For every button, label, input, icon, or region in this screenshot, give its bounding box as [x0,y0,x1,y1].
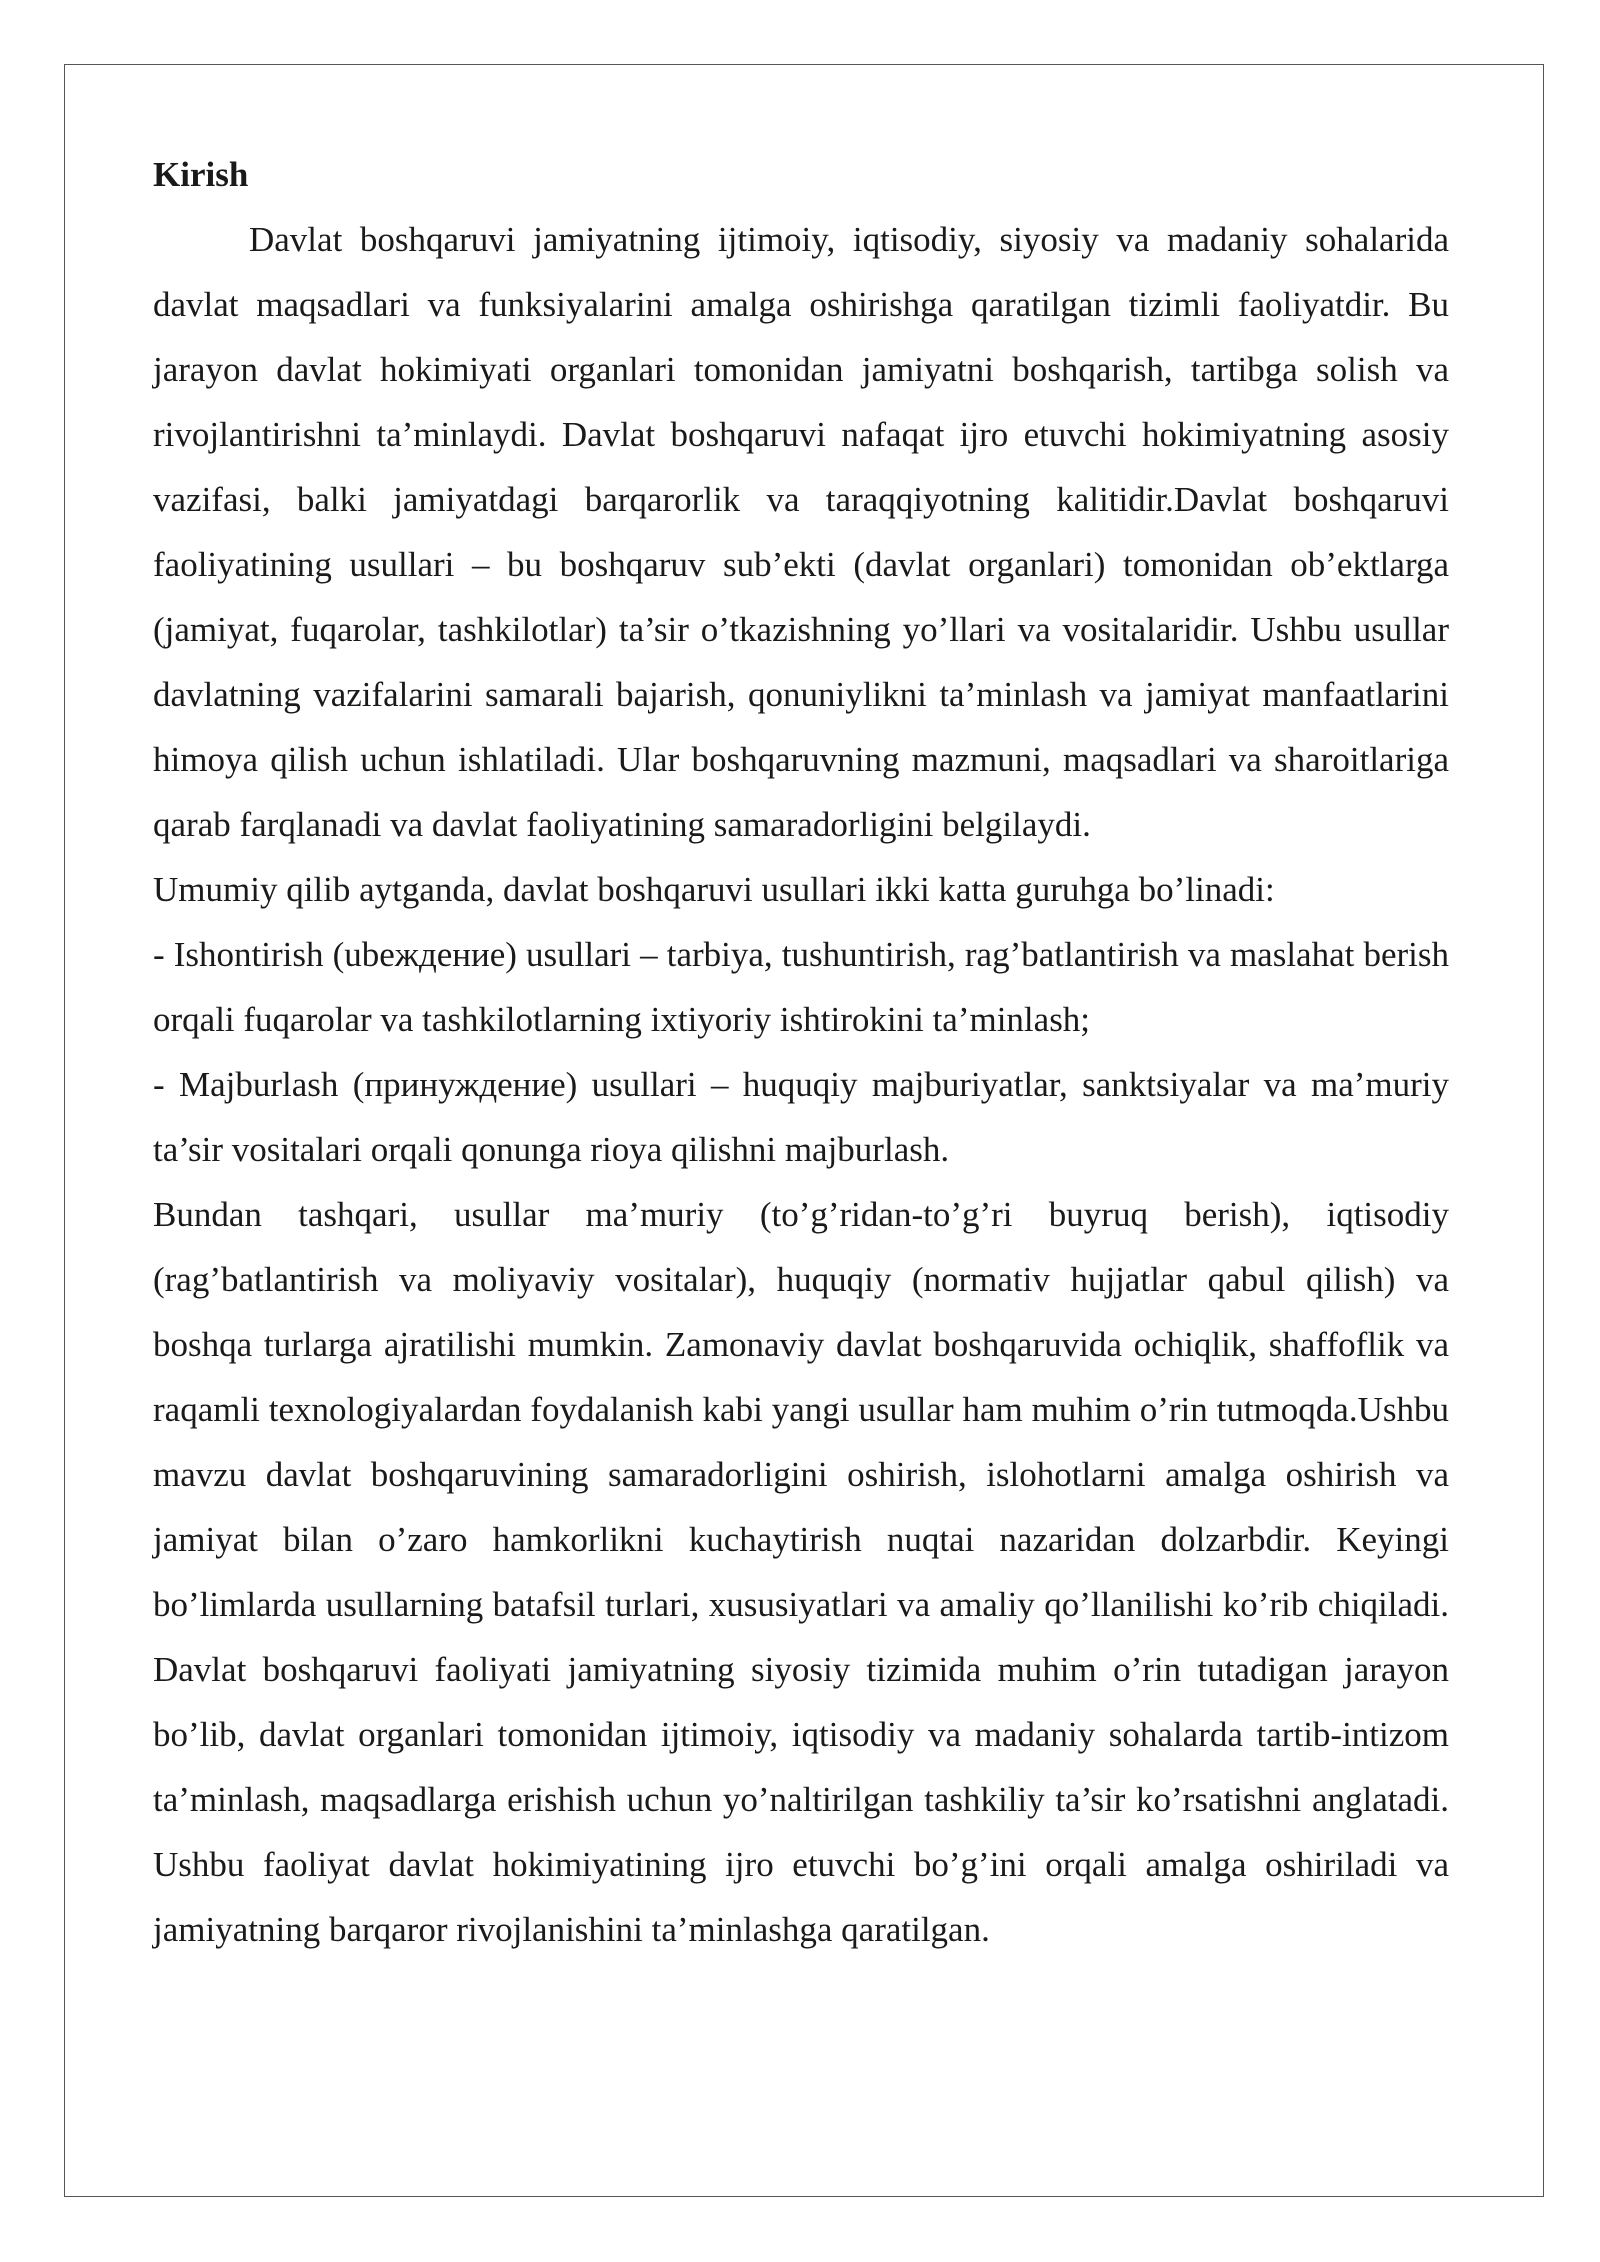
document-body [153,142,1449,1962]
section-heading: Kirish [153,155,249,194]
list-item-coercion: - Majburlash (принуждение) usullari – huquqiy majburiyatlar, sanktsiyalar va ma’muriy ta’sir vositalari orqali qonunga rioya qilishni majburlash. [153,1065,1449,1169]
paragraph-intro: Davlat boshqaruvi jamiyatning ijtimoiy, iqtisodiy, siyosiy va madaniy sohalarida davlat maqsadlari va funksiyalarini amalga oshirishga qaratilgan tizimli faoliyatdir. Bu jarayon davlat hokimiyati organlari tomonidan jamiyatni boshqarish, tartibga solish va rivojlantirishni ta’minlaydi. Davlat boshqaruvi nafaqat ijro etuvchi hokimiyatning asosiy vazifasi, balki jamiyatdagi barqarorlik va taraqqiyotning kalitidir.Davlat boshqaruvi faoliyatining usullari – bu boshqaruv sub’ekti (davlat organlari) tomonidan ob’ektlarga (jamiyat, fuqarolar, tashkilotlar) ta’sir o’tkazishning yo’llari va vositalaridir. Ushbu usullar davlatning vazifalarini samarali bajarish, qonuniylikni ta’minlash va jamiyat manfaatlarini himoya qilish uchun ishlatiladi. Ular boshqaruvning mazmuni, maqsadlari va sharoitlariga qarab farqlanadi va davlat faoliyatining samaradorligini belgilaydi. [153,220,1449,844]
list-item-persuasion: - Ishontirish (ubеждение) usullari – tarbiya, tushuntirish, rag’batlantirish va maslahat berish orqali fuqarolar va tashkilotlarning ixtiyoriy ishtirokini ta’minlash; [153,935,1449,1039]
paragraph-summary: Umumiy qilib aytganda, davlat boshqaruvi usullari ikki katta guruhga bo’linadi: [153,870,1275,909]
paragraph-other-methods: Bundan tashqari, usullar ma’muriy (to’g’ridan-to’g’ri buyruq berish), iqtisodiy (rag’batlantirish va moliyaviy vositalar), huquqiy (normativ hujjatlar qabul qilish) va boshqa turlarga ajratilishi mumkin. Zamonaviy davlat boshqaruvida ochiqlik, shaffoflik va raqamli texnologiyalardan foydalanish kabi yangi usullar ham muhim o’rin tutmoqda.Ushbu mavzu davlat boshqaruvining samaradorligini oshirish, islohotlarni amalga oshirish va jamiyat bilan o’zaro hamkorlikni kuchaytirish nuqtai nazaridan dolzarbdir. Keyingi bo’limlarda usullarning batafsil turlari, xususiyatlari va amaliy qo’llanilishi ko’rib chiqiladi. Davlat boshqaruvi faoliyati jamiyatning siyosiy tizimida muhim o’rin tutadigan jarayon bo’lib, davlat organlari tomonidan ijtimoiy, iqtisodiy va madaniy sohalarda tartib-intizom ta’minlash, maqsadlarga erishish uchun yo’naltirilgan tashkiliy ta’sir ko’rsatishni anglatadi. Ushbu faoliyat davlat hokimiyatining ijro etuvchi bo’g’ini orqali amalga oshiriladi va jamiyatning barqaror rivojlanishini ta’minlashga qaratilgan. [153,1195,1449,1949]
